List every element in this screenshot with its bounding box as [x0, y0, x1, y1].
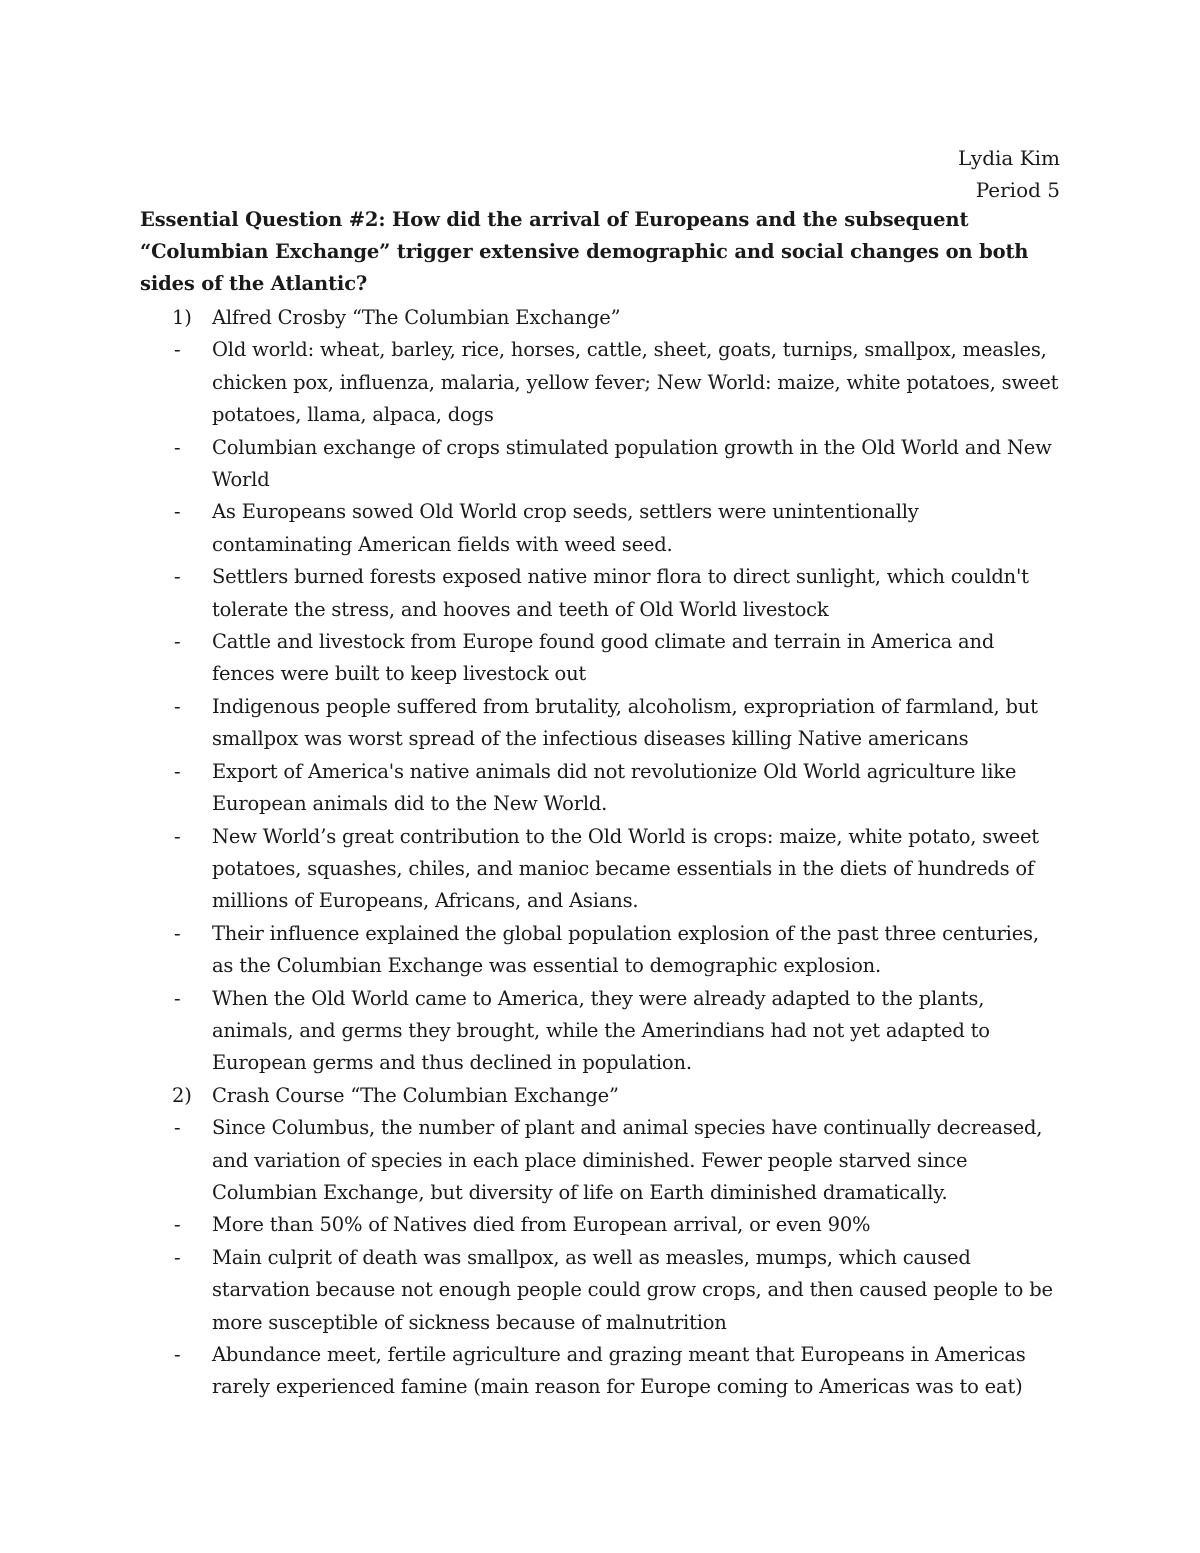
- bullet-text: Their influence explained the global population explosion of the past three centuries, as the Columbian Exchange was essential to demographic explosion.: [212, 921, 1039, 978]
- class-period: Period 5: [975, 178, 1060, 202]
- section-title: Alfred Crosby “The Columbian Exchange”: [212, 306, 621, 329]
- bullet-item: [170, 918, 1060, 983]
- bullet-item: [170, 756, 1060, 821]
- bullet-dash: -: [174, 1343, 181, 1366]
- section-number: 2): [172, 1083, 192, 1107]
- bullet-item: [170, 432, 1060, 497]
- bullet-item: [170, 691, 1060, 756]
- bullet-item: [170, 334, 1060, 431]
- bullet-dash: -: [174, 1245, 181, 1269]
- bullet-item: [170, 1112, 1060, 1209]
- bullet-dash: -: [174, 435, 181, 459]
- bullet-text: New World’s great contribution to the Old World is crops: maize, white potato, sweet potatoes, squashes, chiles, and manioc became essentials in the diets of hundreds of millions of Europeans, Africans, and Asians.: [212, 824, 1039, 913]
- bullet-item: [170, 496, 1060, 561]
- bullet-text: Cattle and livestock from Europe found good climate and terrain in America and fences were built to keep livestock out: [212, 630, 995, 686]
- bullet-text: Main culprit of death was smallpox, as well as measles, mumps, which caused starvation because not enough people could grow crops, and then caused people to be more susceptible of sickness because of malnutrition: [212, 1245, 1053, 1334]
- bullet-item: [170, 983, 1060, 1080]
- bullet-text: Old world: wheat, barley, rice, horses, cattle, sheet, goats, turnips, smallpox, measles, chicken pox, influenza, malaria, yellow fever; New World: maize, white potatoes, sweet potatoes, llama, alpaca, dogs: [212, 338, 1059, 427]
- bullet-dash: -: [174, 824, 181, 848]
- bullet-dash: -: [174, 694, 181, 718]
- bullet-item: [170, 1339, 1060, 1404]
- bullet-item: [170, 561, 1060, 626]
- bullet-item: [170, 626, 1060, 691]
- essential-question: Essential Question #2: How did the arrival of Europeans and the subsequent “Columbian Exchange” trigger extensive demographic and social changes on both sides of the Atlantic?: [140, 208, 1029, 295]
- bullet-dash: -: [174, 1213, 181, 1237]
- bullet-dash: -: [174, 1116, 181, 1140]
- bullet-text: As Europeans sowed Old World crop seeds, settlers were unintentionally contaminating American fields with weed seed.: [212, 500, 919, 556]
- bullet-text: Since Columbus, the number of plant and animal species have continually decreased, and variation of species in each place diminished. Fewer people starved since Columbian Exchange, but diversity of life on Earth diminished dramatically.: [212, 1116, 1043, 1204]
- bullet-text: When the Old World came to America, they were already adapted to the plants, animals, and germs they brought, while the Amerindians had not yet adapted to European germs and thus declined in population.: [212, 986, 990, 1075]
- section-title: Crash Course “The Columbian Exchange”: [212, 1083, 619, 1107]
- bullet-dash: -: [174, 630, 181, 654]
- bullet-item: [170, 821, 1060, 918]
- bullet-text: Export of America's native animals did not revolutionize Old World agriculture like European animals did to the New World.: [212, 759, 1017, 816]
- bullet-text: Indigenous people suffered from brutality, alcoholism, expropriation of farmland, but smallpox was worst spread of the infectious diseases killing Native americans: [212, 694, 1038, 751]
- bullet-text: Columbian exchange of crops stimulated population growth in the Old World and New World: [212, 435, 1052, 492]
- bullet-dash: -: [174, 338, 181, 362]
- bullet-dash: -: [174, 986, 181, 1010]
- student-name: Lydia Kim: [957, 146, 1060, 170]
- bullet-text: Settlers burned forests exposed native minor flora to direct sunlight, which couldn't tolerate the stress, and hooves and teeth of Old World livestock: [212, 565, 1029, 621]
- section-heading: [170, 302, 1060, 334]
- bullet-dash: -: [174, 565, 181, 589]
- bullet-text: More than 50% of Natives died from European arrival, or even 90%: [212, 1213, 871, 1237]
- bullet-dash: -: [174, 921, 181, 945]
- bullet-dash: -: [174, 759, 181, 783]
- document-header: [958, 142, 1060, 206]
- bullet-dash: -: [174, 500, 181, 524]
- bullet-text: Abundance meet, fertile agriculture and grazing meant that Europeans in Americas rarely experienced famine (main reason for Europe coming to Americas was to eat): [212, 1343, 1026, 1399]
- notes-body: [170, 302, 1060, 1404]
- section-number: 1): [172, 306, 192, 329]
- section-heading: [170, 1080, 1060, 1112]
- bullet-item: [170, 1209, 1060, 1241]
- bullet-item: [170, 1242, 1060, 1339]
